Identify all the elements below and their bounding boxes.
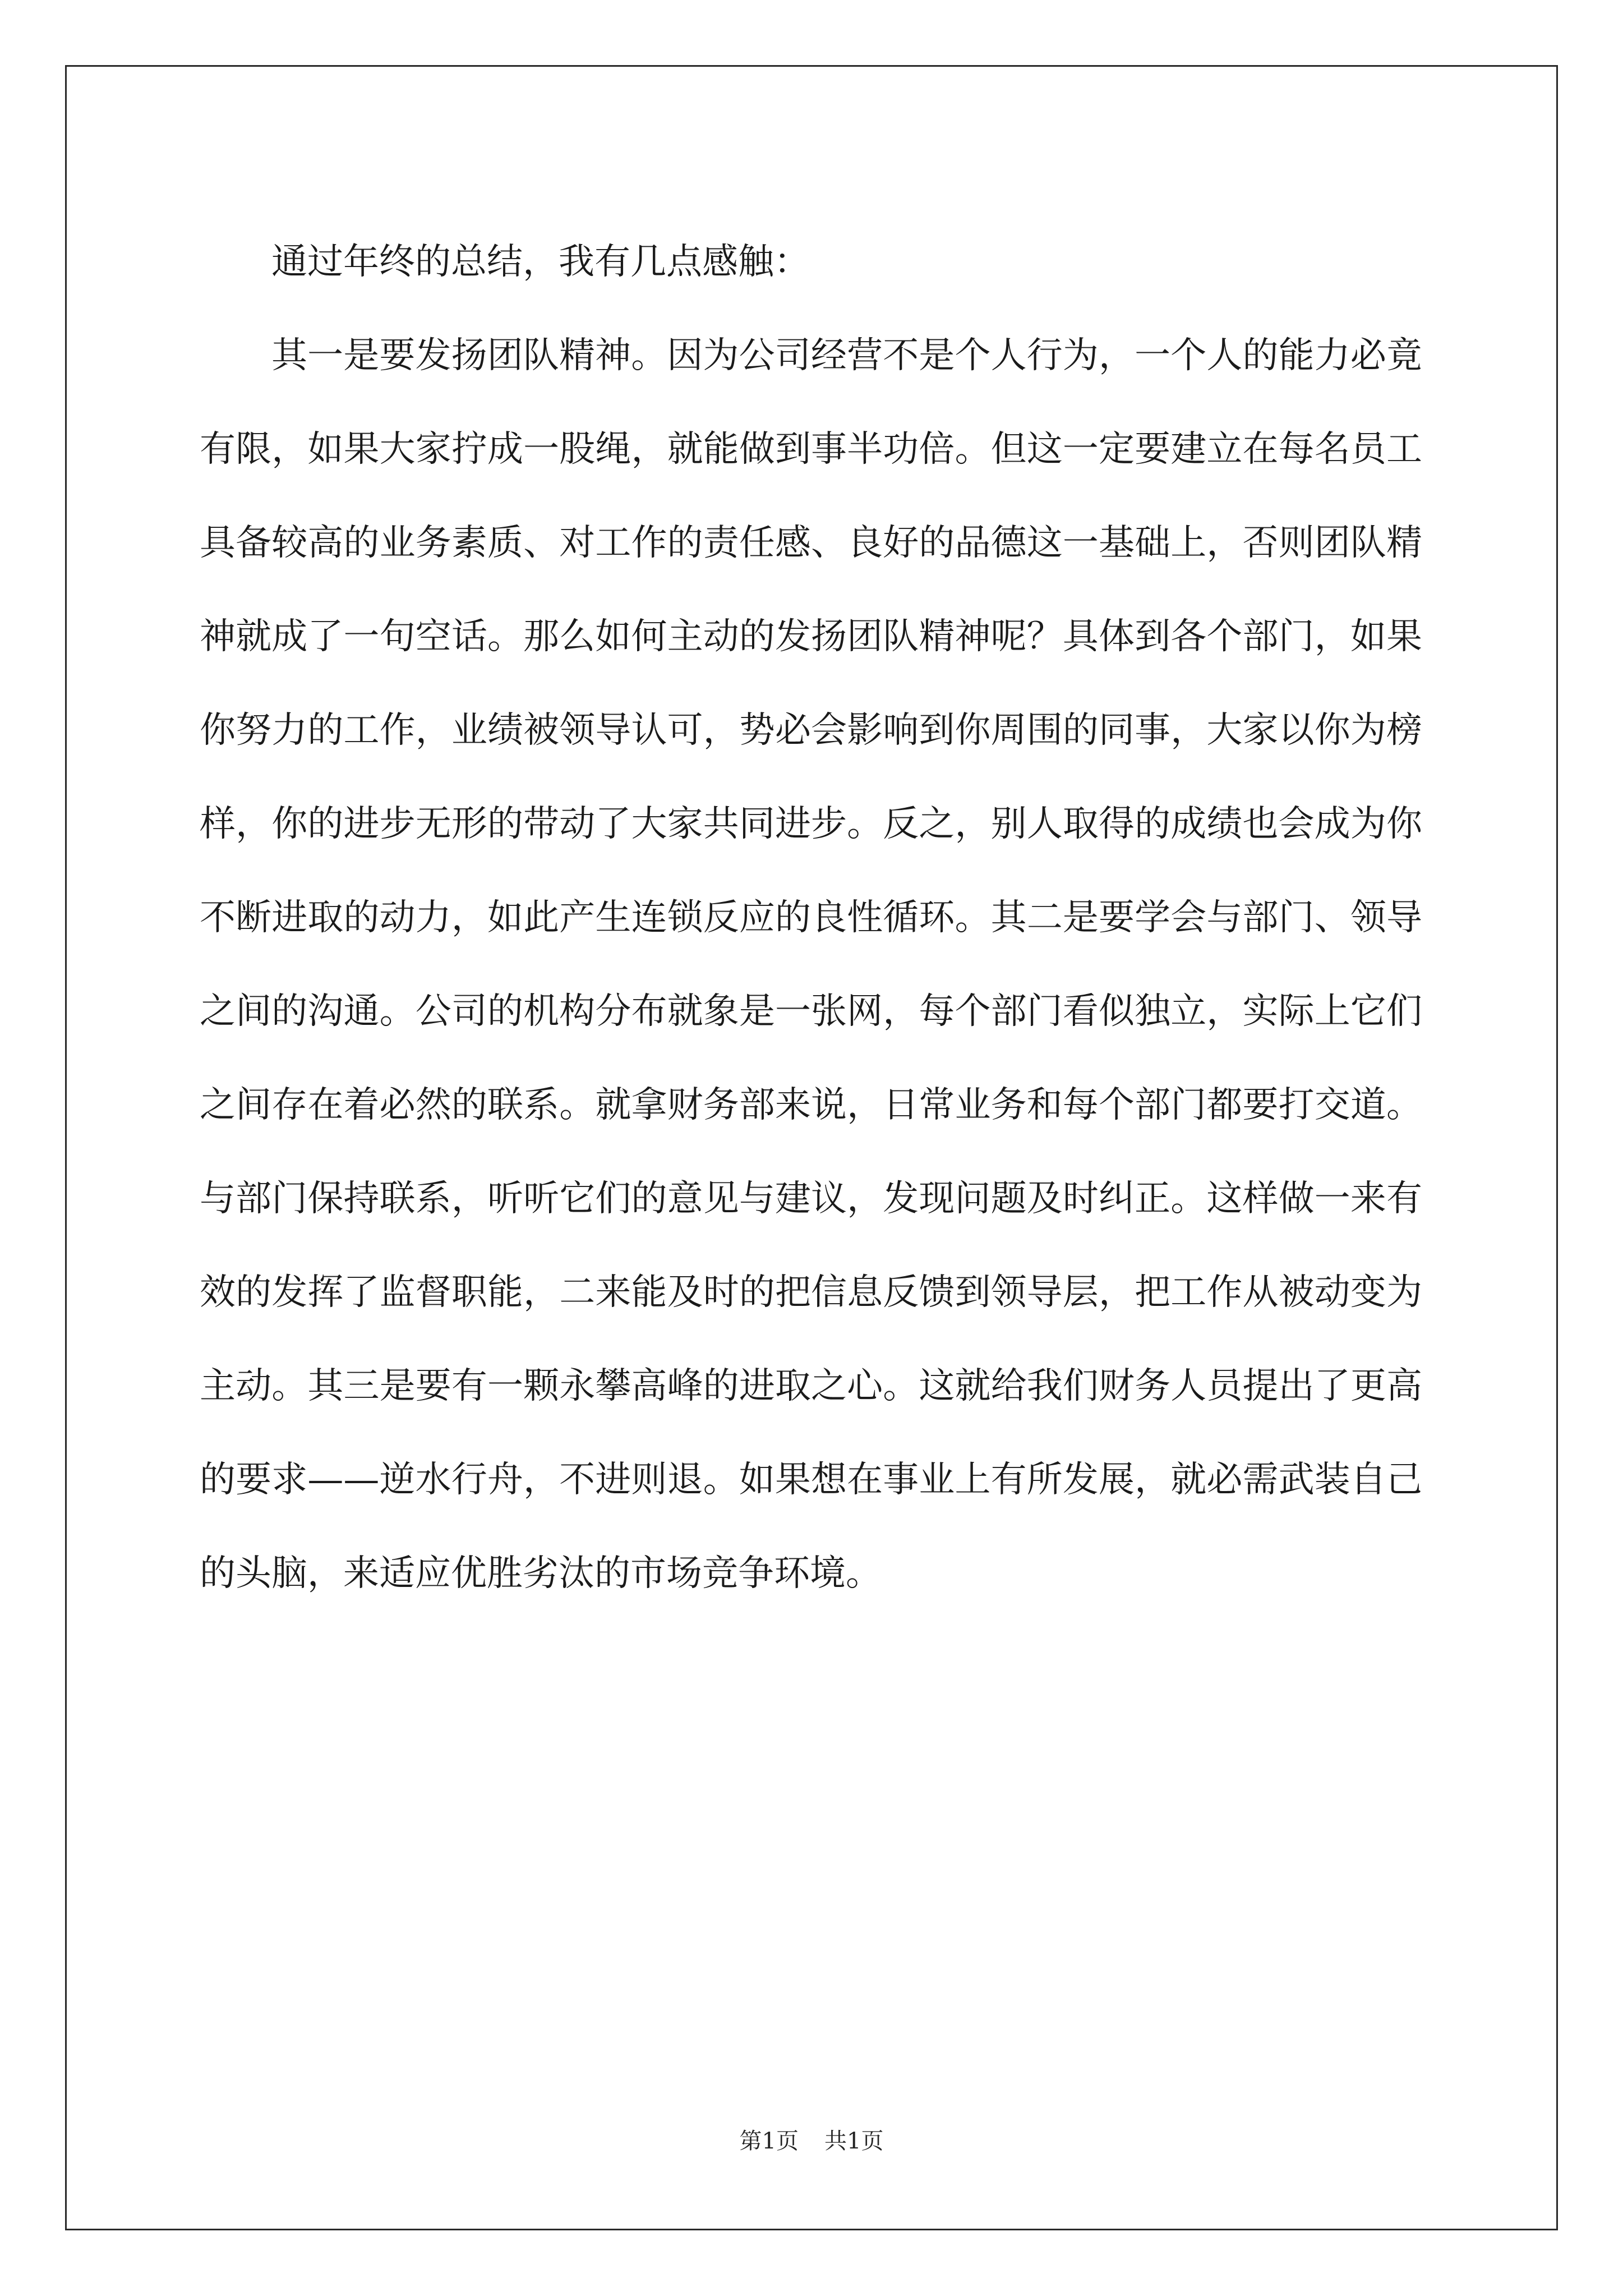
paragraph-intro: 通过年终的总结，我有几点感触： (271, 241, 810, 283)
page-number: 第1页 (739, 2128, 799, 2154)
document-body (200, 215, 1422, 1621)
page-total: 共1页 (824, 2128, 884, 2154)
page-footer (0, 2127, 1623, 2155)
paragraph-main: 其一是要发扬团队精神。因为公司经营不是个人行为，一个人的能力必竟有限，如果大家拧成一股绳，就能做到事半功倍。但这一定要建立在每名员工具备较高的业务素质、对工作的责任感、良好的品德这一基础上，否则团队精神就成了一句空话。那么如何主动的发扬团队精神呢？具体到各个部门，如果你努力的工作，业绩被领导认可，势必会影响到你周围的同事，大家以你为榜样，你的进步无形的带动了大家共同进步。反之，别人取得的成绩也会成为你不断进取的动力，如此产生连锁反应的良性循环。其二是要学会与部门、领导之间的沟通。公司的机构分布就象是一张网，每个部门看似独立，实际上它们之间存在着必然的联系。就拿财务部来说，日常业务和每个部门都要打交道。与部门保持联系，听听它们的意见与建议，发现问题及时纠正。这样做一来有效的发挥了监督职能，二来能及时的把信息反馈到领导层，把工作从被动变为主动。其三是要有一颗永攀高峰的进取之心。这就给我们财务人员提出了更高的要求——逆水行舟，不进则退。如果想在事业上有所发展，就必需武装自己的头脑，来适应优胜劣汰的市场竞争环境。 (200, 335, 1422, 1594)
